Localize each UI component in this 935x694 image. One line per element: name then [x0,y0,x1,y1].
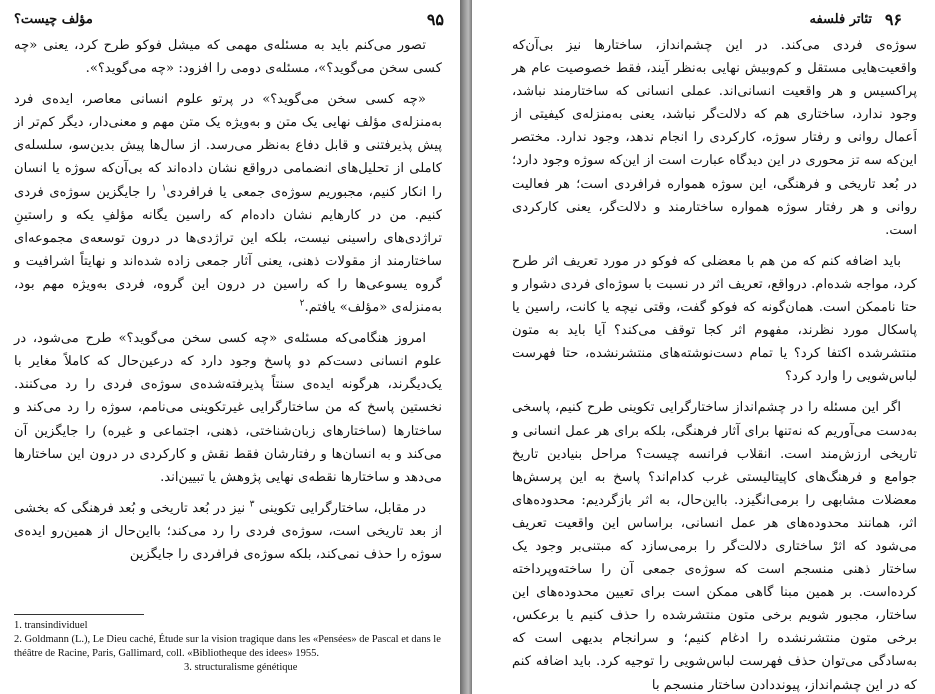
paragraph: امروز هنگامی‌که مسئله‌ی «چه کسی سخن می‌گوید؟» طرح می‌شود، در علوم انسانی دست‌کم دو پاسخ وجود دارد که درعین‌حال که کاملاً مغایر با یک‌دیگرند، هرگونه ایده‌ی سنتاً پذیرفته‌شده‌ی سوژه‌ی فردی را رد می‌کنند. نخستین پاسخ که من ساختارگرایی غیرتکوینی می‌نامم، سوژه را رد می‌کند و ساختارها (ساختارهای زبان‌شناختی، ذهنی، اجتماعی و غیره) را جایگزین آن می‌کند و به انسان‌ها و رفتارشان فقط نقش و کارکردی در درون این ساختارها می‌دهد و ساختارها نقطه‌ی نهایی پژوهش یا تبیین‌اند. [14,331,442,485]
paragraph [14,88,442,319]
running-title: تئاتر فلسفه [809,12,872,27]
running-title: مؤلف چیست؟ [14,12,93,27]
right-page [472,0,935,694]
paragraph-text: نیز در بُعد تاریخی و بُعد فرهنگی که بخشی از بعد تاریخی است، سوژه‌ی فردی را رد می‌کند؛ بااین‌حال از همین‌رو ایده‌ی سوژه را حذف نمی‌کند، بلکه سوژه‌ی فرافردی را جایگزین [14,500,442,562]
paragraph [14,497,442,566]
page-header [14,10,444,32]
footnote-rule [14,614,144,615]
paragraph-text: «چه کسی سخن می‌گوید؟» در پرتو علوم انسانی معاصر، ایده‌ی فرد به‌منزله‌ی مؤلف نهایی یک متن و به‌ویژه یک متن مهم و معنی‌دار، دیگر کم‌تر از پیش پذیرفتنی و قابل دفاع به‌نظر می‌رسد. از سال‌ها پیش بدین‌سو، سلسله‌ی کاملی از تحلیل‌های انضمامی درواقع نشان داده‌اند که بی‌آن‌که سوژه یا انسان را انکار کنیم، مجبوریم سوژه‌ی جمعی یا فرافردی [14,92,442,200]
left-page [0,0,460,694]
footnote-mark: ۲ [299,298,305,309]
paragraph: اگر این مسئله را در چشم‌انداز ساختارگرایی تکوینی طرح کنیم، پاسخی به‌دست می‌آوریم که نه‌تنها برای آثار فرهنگی، بلکه برای هر عمل انسانی و تاریخی ارزش‌مند است. انقلاب فرانسه چیست؟ مراحل بنیادین تاریخ جوامع و فرهنگ‌های کاپیتالیستی غرب کدام‌اند؟ پاسخ به این پرسش‌ها معضلات مشابهی را برمی‌انگیزد. بااین‌حال، به اثر بازگردیم: محدوده‌های اثر، همانند محدوده‌های هر عمل انسانی، براساس این واقعیت تعریف می‌شود که اثرْ ساختاری دلالت‌گر را برمی‌سازد که مبتنی‌بر وجود یک ساختار ذهنی منسجم است که سوژه‌ی جمعی آن را ساخته‌وپرداخته کرده‌است. بر همین مبنا گاهی ممکن است برای تعیین محدوده‌های این ساختار، مجبور شویم برخی متون منتشرشده را حذف کنیم یا برعکس، برخی متون منتشرنشده را ادغام کنیم؛ و سرانجام بدیهی است که به‌سادگی می‌توان حذف فهرست لباس‌شویی را توجیه کرد. باید اضافه کنم که در این چشم‌انداز، پیونددادن ساختار منسجم با [512,400,917,693]
paragraph-text: در مقابل، ساختارگرایی تکوینی [258,500,426,516]
footnote: 2. Goldmann (L.), Le Dieu caché, Étude sur la vision tragique dans les «Pensées» de Pascal et dans le théâtre de Racine, Paris, Gallimard, coll. «Bibliotheque des idees» 1955. [14,634,441,659]
paragraph: باید اضافه کنم که من هم با معضلی که فوکو در مورد تعریف اثر طرح کرد، مواجه شده‌ام. درواقع، تعریف اثر در نسبت با سوژه‌ای فردی دشوار و حتا ناممکن است. همان‌گونه که فوکو گفت، وقتی نیچه یا کانت، راسین یا پاسکال مورد نظرند، مفهوم اثر کجا توقف می‌کند؟ آیا باید به متون منتشرشده اکتفا کرد؟ یا تمام دست‌نوشته‌های منتشرنشده، حتا فهرست لباس‌شویی را وارد کرد؟ [512,253,917,385]
footnote: 1. transindividuel [14,620,88,631]
footnote-mark: ۱ [161,183,167,194]
page-number: ۹۶ [884,10,902,29]
book-gutter [460,0,472,694]
footnote: 3. structuralisme génétique [184,662,298,673]
footnote-mark: ۳ [249,499,255,510]
page-body [512,34,917,694]
page-body [14,34,442,574]
paragraph-text: را جایگزین سوژه‌ی فردی کنیم. من در کارهایم نشان داده‌ام که راسین یگانه مؤلفِ یکه و راستینِ تراژدی‌های راسینی نیست، بلکه این تراژدی‌ها در درون توسعه‌ی مجموعه‌ای ساختارمند از مقولات ذهنی، یعنی آثار جمعی زاده شده‌اند و نهایتاً اشرافیت و گروه یسوعی‌ها را که راسین در درون این گروه، فردی به‌ویژه مهم بود، به‌منزله‌ی «مؤلف» یافتم. [14,184,442,316]
paragraph: تصور می‌کنم باید به مسئله‌ی مهمی که میشل فوکو طرح کرد، یعنی «چه کسی سخن می‌گوید؟»، مسئله‌ی دومی را افزود: «چه می‌گوید؟». [14,38,442,77]
page-header [502,10,902,32]
footnotes [14,614,444,675]
paragraph: سوژه‌ی فردی می‌کند. در این چشم‌انداز، ساختارها نیز بی‌آن‌که واقعیت‌هایی مستقل و کم‌وبیش نهایی به‌نظر آیند، فقط خصوصیت عام هر پراکسیس و هر واقعیت انسانی‌اند. عملی انسانی که ساختارمند نباشد، وجود ندارد، ساختاری هم که دلالت‌گر نباشد، یعنی به‌منزله‌ی کیفیتی از اَعمال روانی و رفتار سوژه، کارکردی را انجام ندهد، وجود ندارد. مختصر این‌که سه تز محوری در این دیدگاه عبارت است از این‌که سوژه وجود دارد؛ در بُعد تاریخی و فرهنگی، این سوژه همواره فرافردی است؛ هر فعالیت روانی و هر رفتار سوژه همواره ساختارمند و دلالت‌گر، یعنی کارکردی است. [512,38,917,238]
page-number: ۹۵ [426,10,444,29]
